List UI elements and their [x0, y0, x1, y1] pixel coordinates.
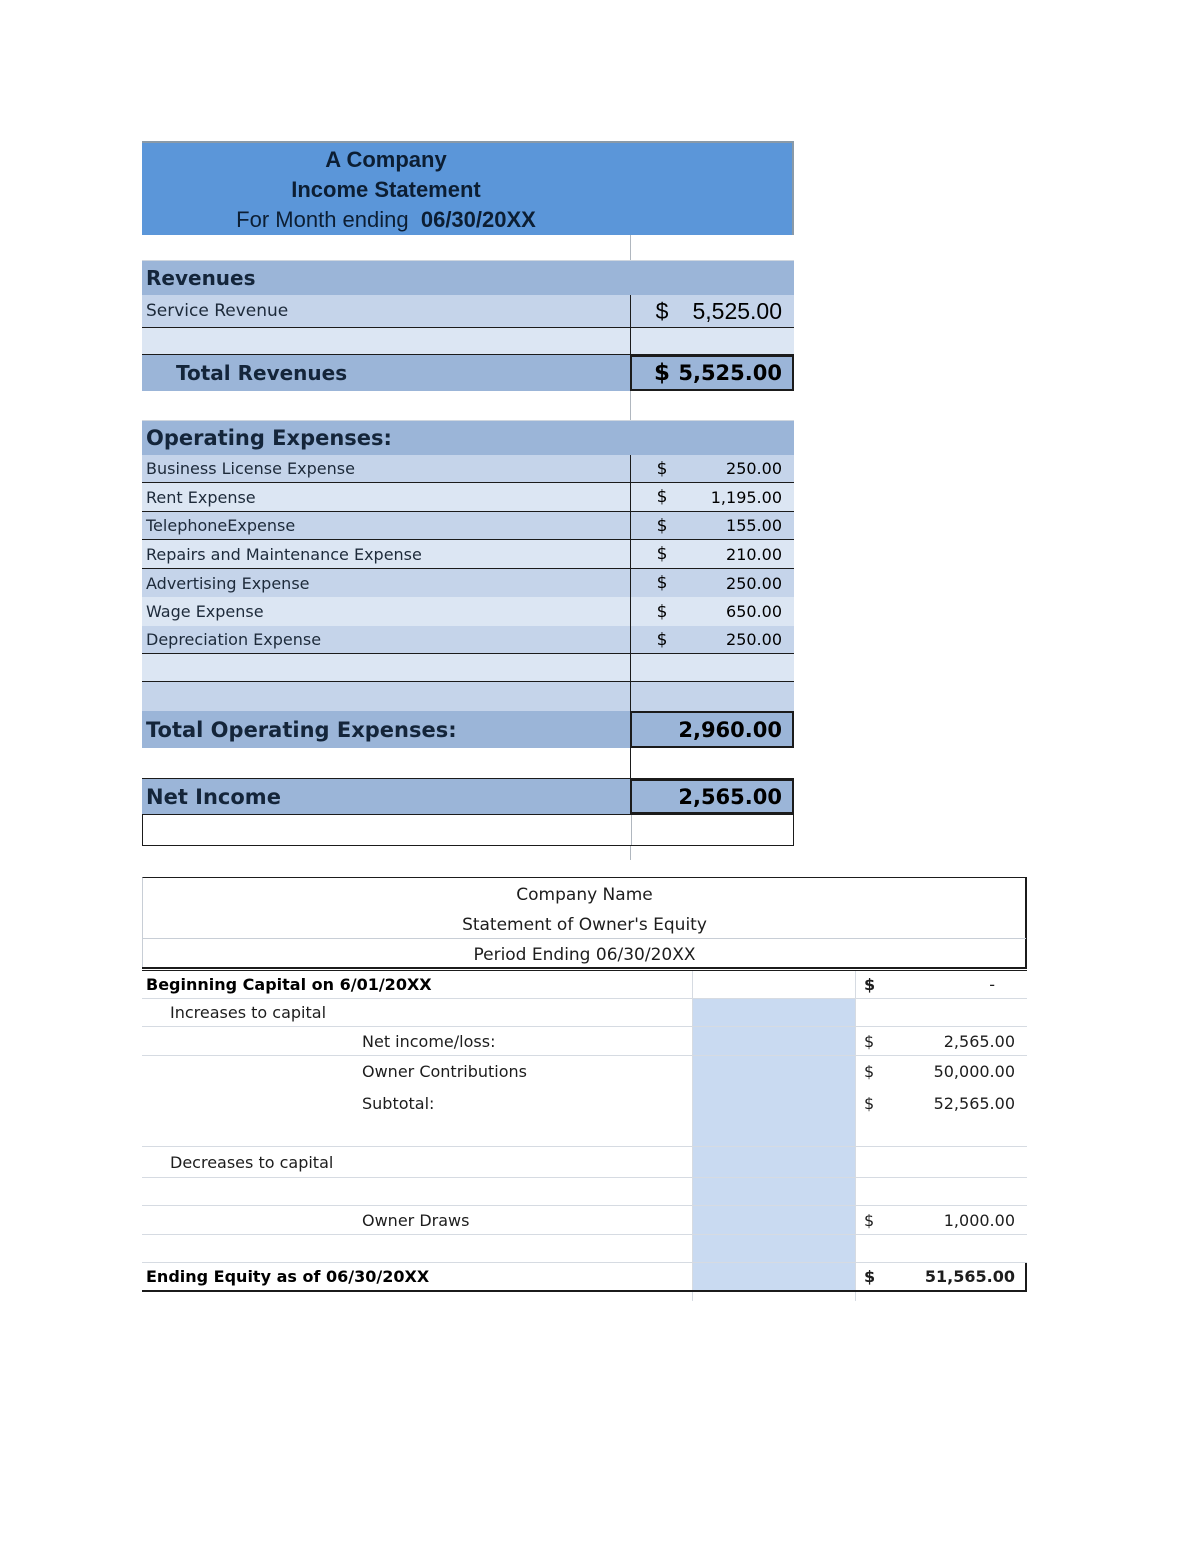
equity-company-name: Company Name — [516, 885, 653, 905]
blank-row — [142, 846, 794, 860]
expense-row — [142, 512, 794, 540]
subtotal-amount: 52,565.00 — [933, 1093, 1015, 1113]
expenses-heading-row — [142, 421, 794, 455]
increase-label: Net income/loss: — [362, 1031, 496, 1051]
expense-amount: 155.00 — [726, 516, 782, 535]
revenues-heading-row — [142, 261, 794, 295]
blank-row — [142, 815, 794, 846]
expense-label: Rent Expense — [146, 487, 256, 507]
net-income-amount: 2,565.00 — [678, 784, 782, 809]
ending-equity-amount: 51,565.00 — [924, 1267, 1015, 1286]
blank-row — [142, 682, 794, 711]
blank-row — [142, 328, 794, 355]
increase-amount: 2,565.00 — [943, 1031, 1015, 1051]
revenue-label: Service Revenue — [146, 301, 289, 321]
revenue-row — [142, 295, 794, 328]
expense-row — [142, 483, 794, 512]
blank-row — [142, 1178, 1027, 1206]
blank-row — [142, 391, 794, 421]
expense-currency: $ — [656, 544, 668, 564]
income-statement-header — [142, 141, 794, 235]
beginning-capital-row — [142, 971, 1027, 999]
expense-row — [142, 540, 794, 569]
total-revenues-row — [142, 355, 794, 391]
ending-equity-row — [142, 1263, 1027, 1292]
period-prefix: For Month ending — [236, 207, 409, 232]
expense-amount: 250.00 — [726, 459, 782, 478]
expense-row — [142, 597, 794, 626]
net-income-label: Net Income — [146, 784, 281, 809]
expense-currency: $ — [656, 487, 668, 507]
equity-period: Period Ending 06/30/20XX — [473, 945, 696, 965]
blank-row — [142, 235, 794, 261]
ending-equity-label: Ending Equity as of 06/30/20XX — [146, 1267, 430, 1286]
increase-row — [142, 1027, 1027, 1056]
decreases-heading-row — [142, 1147, 1027, 1178]
expense-row — [142, 626, 794, 654]
revenues-heading: Revenues — [146, 266, 256, 290]
expense-label: Repairs and Maintenance Expense — [146, 544, 422, 564]
increase-row — [142, 1056, 1027, 1087]
increase-label: Owner Contributions — [362, 1062, 528, 1081]
company-name: A Company — [325, 147, 447, 172]
total-expenses-amount: 2,960.00 — [678, 717, 782, 742]
expense-currency: $ — [656, 601, 668, 622]
decrease-currency: $ — [864, 1210, 875, 1230]
expense-label: Business License Expense — [146, 459, 355, 478]
decrease-label: Owner Draws — [362, 1210, 470, 1230]
subtotal-label: Subtotal: — [362, 1093, 435, 1113]
expense-amount: 210.00 — [726, 544, 782, 564]
statement-title: Income Statement — [291, 177, 481, 202]
decrease-row — [142, 1206, 1027, 1235]
subtotal-currency: $ — [864, 1093, 875, 1113]
expense-amount: 250.00 — [726, 573, 782, 593]
expense-amount: 250.00 — [726, 630, 782, 649]
equity-header — [142, 877, 1027, 969]
expense-amount: 1,195.00 — [710, 487, 782, 507]
net-income-row — [142, 779, 794, 815]
decreases-heading: Decreases to capital — [170, 1152, 334, 1172]
expense-row — [142, 455, 794, 483]
period-date: 06/30/20XX — [420, 207, 536, 232]
increases-heading-row — [142, 999, 1027, 1027]
expense-currency: $ — [656, 573, 668, 593]
expense-label: TelephoneExpense — [146, 516, 296, 535]
beginning-capital-currency: $ — [864, 975, 876, 994]
increase-currency: $ — [864, 1062, 875, 1081]
expense-currency: $ — [656, 458, 668, 479]
expense-amount: 650.00 — [726, 602, 782, 621]
total-revenues-amount: 5,525.00 — [678, 361, 782, 385]
expense-currency: $ — [656, 515, 668, 536]
expense-currency: $ — [656, 629, 668, 650]
blank-row — [142, 748, 794, 779]
equity-title: Statement of Owner's Equity — [462, 915, 707, 935]
revenue-currency: $ — [655, 297, 669, 324]
total-expenses-label: Total Operating Expenses: — [146, 717, 457, 742]
blank-row — [142, 654, 794, 682]
beginning-capital-amount: - — [989, 975, 995, 994]
increases-heading: Increases to capital — [170, 1003, 327, 1022]
expense-label: Wage Expense — [146, 602, 264, 621]
blank-row — [142, 1235, 1027, 1263]
beginning-capital-label: Beginning Capital on 6/01/20XX — [146, 975, 432, 994]
expense-label: Depreciation Expense — [146, 630, 322, 649]
total-expenses-row — [142, 711, 794, 748]
increase-amount: 50,000.00 — [933, 1062, 1015, 1081]
revenue-amount: 5,525.00 — [692, 297, 782, 324]
total-revenues-currency: $ — [653, 360, 670, 386]
expense-row — [142, 569, 794, 597]
expense-label: Advertising Expense — [146, 573, 310, 593]
expenses-heading: Operating Expenses: — [146, 426, 392, 450]
increase-currency: $ — [864, 1031, 875, 1051]
total-revenues-label: Total Revenues — [176, 361, 348, 385]
ending-equity-currency: $ — [864, 1267, 876, 1286]
decrease-amount: 1,000.00 — [943, 1210, 1015, 1230]
increase-row — [142, 1087, 1027, 1147]
statement-period — [142, 207, 630, 233]
